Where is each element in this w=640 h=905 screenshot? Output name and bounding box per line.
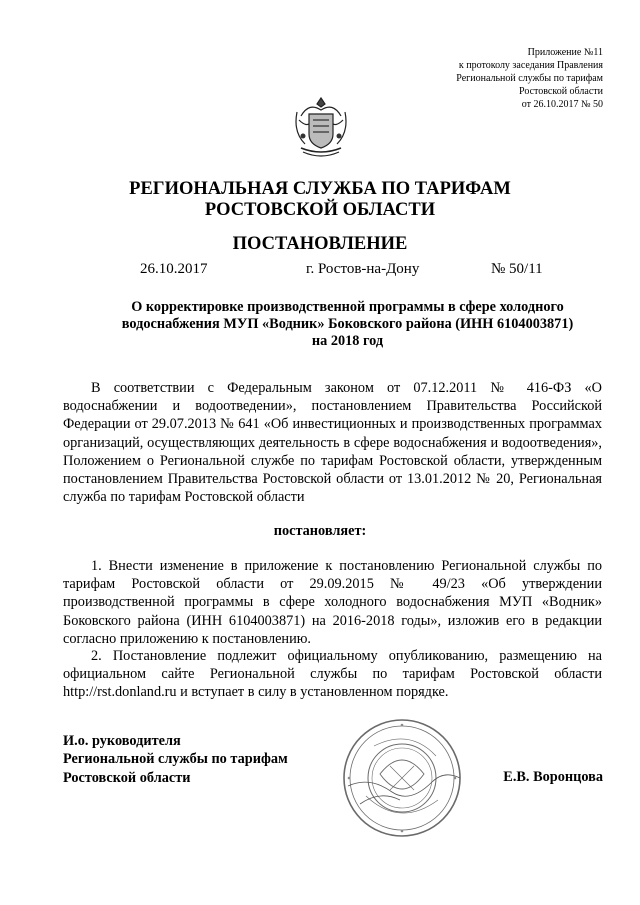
subject-line: О корректировке производственной программы в сфере холодного xyxy=(131,299,564,315)
appendix-line: к протоколу заседания Правления xyxy=(458,60,603,71)
decision-item-2: 2. Постановление подлежит официальному опубликованию, размещению на официальном сайте Региональной службы по тарифам Ростовской области http://rst.donland.ru и вступает в силу в установленном порядке. xyxy=(63,648,602,701)
organization-title-line: РЕГИОНАЛЬНАЯ СЛУЖБА ПО ТАРИФАМ xyxy=(129,179,511,199)
signatory-title-line: Региональной службы по тарифам xyxy=(63,751,288,768)
signatory-name: Е.В. Воронцова xyxy=(503,769,603,785)
signatory-title-line: И.о. руководителя xyxy=(63,733,181,749)
appendix-note xyxy=(456,46,603,111)
organization-title-line: РОСТОВСКОЙ ОБЛАСТИ xyxy=(204,200,436,220)
decision-item-1: 1. Внести изменение в приложение к постановлению Региональной службы по тарифам Ростовской области от 29.09.2015 № 49/23 «Об утверждении производственной программы в сфере холодного водоснабжения МУП «Водник» Боковского района (ИНН 6104003871) на 2016-2018 годы», изложив его в редакции согласно приложению к постановлению. xyxy=(63,558,602,647)
document-type: ПОСТАНОВЛЕНИЕ xyxy=(232,234,408,254)
appendix-line: Региональной службы по тарифам xyxy=(456,73,603,84)
official-stamp-icon xyxy=(340,716,465,841)
decides-heading: постановляет: xyxy=(273,523,367,539)
document-city: г. Ростов-на-Дону xyxy=(306,261,420,277)
rostov-coat-of-arms-icon xyxy=(291,92,351,162)
appendix-line: Ростовской области xyxy=(519,86,603,97)
subject-line: водоснабжения МУП «Водник» Боковского района (ИНН 6104003871) xyxy=(121,316,574,332)
appendix-line: от 26.10.2017 № 50 xyxy=(521,99,603,110)
document-number: № 50/11 xyxy=(491,261,543,277)
preamble-paragraph: В соответствии с Федеральным законом от 07.12.2011 № 416-ФЗ «О водоснабжении и водоотведении», постановлением Правительства Российской Федерации от 29.07.2013 № 641 «Об инвестиционных и производственных программах организаций, осуществляющих деятельность в сфере водоснабжения и водоотведения», Положением о Региональной службе по тарифам Ростовской области, утвержденным постановлением Правительства Ростовской области от 13.01.2012 № 20, Региональная служба по тарифам Ростовской области xyxy=(63,380,602,506)
signatory-title-line: Ростовской области xyxy=(63,769,191,786)
signatory-title xyxy=(63,732,288,787)
subject-line: на 2018 год xyxy=(311,333,384,349)
appendix-line: Приложение №11 xyxy=(527,47,603,58)
document-subject xyxy=(90,299,605,350)
organization-title xyxy=(0,179,640,221)
document-date: 26.10.2017 xyxy=(140,261,208,277)
